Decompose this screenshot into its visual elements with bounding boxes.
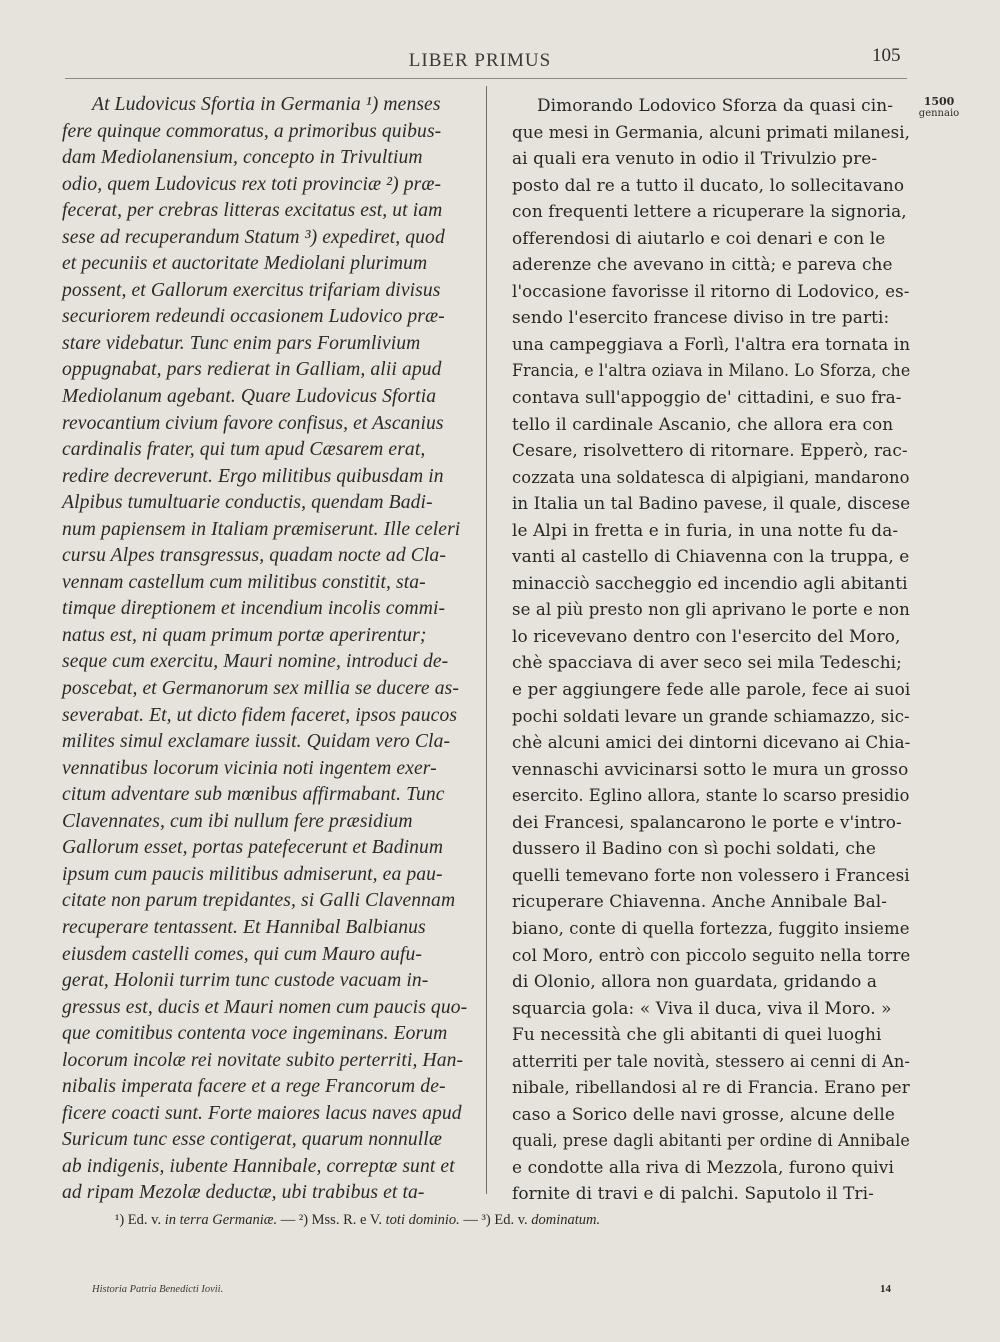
- latin-text-line: Gallorum esset, portas patefecerunt et Badinum: [62, 837, 444, 859]
- italian-text-line: Cesare, risolvettero di ritornare. Epperò, rac-: [512, 440, 908, 461]
- page-number: 105: [872, 45, 901, 66]
- latin-text-line: odio, quem Ludovicus rex toti provinciæ ²) præ-: [62, 173, 442, 195]
- latin-text-line: citate non parum trepidantes, si Galli Clavennam: [62, 890, 456, 912]
- italian-text-line: Francia, e l'altra oziava in Milano. Lo Sforza, che: [512, 360, 911, 381]
- italian-text-column: [512, 92, 910, 1207]
- latin-text-line: poscebat, et Germanorum sex millia se ducere as-: [62, 678, 459, 700]
- latin-text-line: natus est, ni quam primum portæ aperirentur;: [62, 624, 427, 646]
- italian-text-line: caso a Sorico delle navi grosse, alcune delle: [512, 1103, 895, 1124]
- signature-mark: 14: [880, 1283, 891, 1295]
- imprint-line: Historia Patria Benedicti Iovii.: [92, 1284, 224, 1295]
- italian-text-line: in Italia un tal Badino pavese, il quale, discese: [512, 493, 911, 514]
- latin-text-line: Clavennates, cum ibi nullum fere præsidium: [62, 810, 413, 832]
- italian-text-line: vanti al castello di Chiavenna con la truppa, e: [512, 546, 910, 567]
- latin-text-line: Suricum tunc esse contigerat, quarum nonnullæ: [62, 1129, 443, 1151]
- italian-text-line: ai quali era venuto in odio il Trivulzio pre-: [512, 148, 878, 169]
- latin-text-line: gerat, Holonii turrim tunc custode vacuam in-: [62, 970, 429, 992]
- footnote-separator: —: [277, 1212, 299, 1228]
- latin-text-line: Alpibus tumultuarie conductis, quendam Badi-: [62, 492, 433, 514]
- latin-text-line: seque cum exercitu, Mauri nomine, introduci de-: [62, 651, 449, 673]
- italian-text-line: quali, prese dagli abitanti per ordine di Annibale: [512, 1130, 910, 1151]
- italian-text-line: Dimorando Lodovico Sforza da quasi cin-: [537, 95, 894, 115]
- latin-text-line: locorum incolæ rei novitate subito perterriti, Han-: [62, 1049, 464, 1071]
- column-divider: [486, 86, 487, 1194]
- latin-text-line: que comitibus contenta voce ingeminans. Eorum: [62, 1023, 448, 1045]
- latin-text-line: fecerat, per crebras litteras excitatus est, ut iam: [62, 200, 443, 222]
- italian-text-line: ricuperare Chiavenna. Anche Annibale Bal-: [512, 891, 888, 912]
- italian-text-line: biano, conte di quella fortezza, fuggito insieme: [512, 917, 910, 938]
- latin-text-column: [62, 92, 472, 1207]
- italian-text-line: Fu necessità che gli abitanti di quei luoghi: [512, 1024, 882, 1045]
- latin-text-line: nibalis imperata facere et a rege Francorum de-: [62, 1076, 446, 1098]
- latin-text-line: recuperare tentassent. Et Hannibal Balbianus: [62, 916, 426, 938]
- latin-text-line: dam Mediolanensium, concepto in Trivultium: [62, 147, 423, 169]
- italian-text-line: e condotte alla riva di Mezzola, furono quivi: [512, 1156, 894, 1177]
- italian-text-line: cozzata una soldatesca di alpigiani, mandarono: [512, 466, 910, 487]
- latin-text-line: vennam castellum cum militibus constitit, sta-: [62, 571, 426, 593]
- latin-text-line: ad ripam Mezolæ deductæ, ubi trabibus et ta-: [62, 1182, 425, 1204]
- italian-text-line: contava sull'appoggio de' cittadini, e suo fra-: [512, 387, 902, 408]
- italian-text-line: le Alpi in fretta e in furia, in una notte fu da-: [512, 519, 899, 540]
- footnote-2-mark: ²) Mss. R. e V.: [298, 1212, 383, 1228]
- header-rule: [65, 78, 907, 79]
- italian-text-line: l'occasione favorisse il ritorno di Lodovico, es-: [512, 280, 910, 301]
- latin-text-line: et pecuniis et auctoritate Mediolani plurimum: [62, 253, 428, 275]
- latin-text-line: gressus est, ducis et Mauri nomen cum paucis quo-: [62, 996, 468, 1018]
- italian-text-line: esercito. Eglino allora, stante lo scarso presidio: [512, 785, 910, 806]
- italian-text-line: dussero il Badino con sì pochi soldati, che: [512, 838, 877, 859]
- latin-text-line: Mediolanum agebant. Quare Ludovicus Sfortia: [62, 386, 437, 408]
- italian-text-line: fornite di travi e di palchi. Saputolo il Tri-: [512, 1183, 874, 1204]
- italian-text-line: pochi soldati levare un grande schiamazzo, sic-: [512, 705, 910, 726]
- latin-text-line: securiorem redeundi occasionem Ludovico præ-: [62, 306, 445, 328]
- italian-text-line: di Olonio, allora non guardata, gridando a: [512, 971, 878, 992]
- footnote-3-mark: ³) Ed. v.: [481, 1212, 528, 1228]
- footnote-1-text: in terra Germaniæ.: [164, 1212, 278, 1228]
- italian-text-line: sendo l'esercito francese diviso in tre parti:: [512, 307, 890, 328]
- italian-text-line: squarcia gola: « Viva il duca, viva il Moro. »: [512, 997, 892, 1018]
- footnote-1-mark: ¹) Ed. v.: [115, 1212, 162, 1228]
- footnote-separator: —: [459, 1212, 482, 1228]
- latin-text-line: timque direptionem et incendium incolis commi-: [62, 598, 446, 620]
- italian-text-line: aderenze che avevano in città; e pareva che: [512, 254, 893, 275]
- italian-text-line: col Moro, entrò con piccolo seguito nella torre: [512, 944, 911, 965]
- footnotes: [115, 1212, 815, 1229]
- italian-text-line: chè alcuni amici dei dintorni dicevano ai Chia-: [512, 732, 911, 753]
- latin-text-line: stare videbatur. Tunc enim pars Forumlivium: [62, 332, 421, 354]
- latin-text-line: cardinalis frater, qui tum apud Cæsarem erat,: [62, 439, 426, 461]
- italian-text-line: posto dal re a tutto il ducato, lo sollecitavano: [512, 174, 905, 195]
- latin-text-line: milites simul exclamare iussit. Quidam vero Cla-: [62, 731, 451, 753]
- italian-text-line: vennaschi avvicinarsi sotto le mura un grosso: [512, 758, 909, 779]
- latin-text-line: revocantium civium favore confisus, et Ascanius: [62, 412, 444, 434]
- latin-text-line: sese ad recuperandum Statum ³) expediret, quod: [62, 226, 445, 248]
- margin-year: 1500: [923, 95, 955, 108]
- latin-text-line: num papiensem in Italiam præmiserunt. Ille celeri: [62, 518, 461, 540]
- latin-text-line: citum adventare sub mœnibus affirmabant. Tunc: [62, 784, 445, 806]
- latin-text-line: eiusdem castelli comes, qui cum Mauro aufu-: [62, 943, 423, 965]
- italian-text-line: minacciò saccheggio ed incendio agli abitanti: [512, 572, 908, 593]
- italian-text-line: chè spacciava di aver seco sei mila Tedeschi;: [512, 652, 902, 673]
- latin-text-line: possent, et Gallorum exercitus trifariam divisus: [62, 279, 441, 301]
- italian-text-line: con frequenti lettere a ricuperare la signoria,: [512, 201, 907, 222]
- latin-text-line: At Ludovicus Sfortia in Germania ¹) menses: [92, 94, 441, 115]
- latin-text-line: ipsum cum paucis militibus admiserunt, ea pau-: [62, 863, 443, 885]
- italian-text-line: que mesi in Germania, alcuni primati milanesi,: [512, 121, 910, 142]
- footnote-3-text: dominatum.: [531, 1212, 601, 1228]
- margin-month: gennaio: [918, 108, 960, 119]
- italian-text-line: dei Francesi, spalancarono le porte e v'intro-: [512, 811, 902, 832]
- italian-text-line: e per aggiungere fede alle parole, fece ai suoi: [512, 679, 911, 700]
- italian-text-line: offerendosi di aiutarlo e coi denari e con le: [512, 227, 886, 248]
- italian-text-line: tello il cardinale Ascanio, che allora era con: [512, 413, 894, 434]
- margin-date-note: [914, 96, 964, 120]
- latin-text-line: fere quinque commoratus, a primoribus quibus-: [62, 120, 442, 142]
- italian-text-line: una campeggiava a Forlì, l'altra era tornata in: [512, 333, 911, 354]
- latin-text-line: redire decreverunt. Ergo militibus quibusdam in: [62, 465, 444, 487]
- footnote-2-text: toti dominio.: [385, 1212, 460, 1228]
- latin-text-line: vennatibus locorum vicinia noti ingentem exer-: [62, 757, 437, 779]
- italian-text-line: se al più presto non gli aprivano le porte e non: [512, 599, 910, 620]
- latin-text-line: ficere coacti sunt. Forte maiores lacus naves apud: [62, 1102, 462, 1124]
- latin-text-line: oppugnabat, pars redierat in Galliam, alii apud: [62, 359, 442, 381]
- latin-text-line: ab indigenis, iubente Hannibale, correptæ sunt et: [62, 1155, 455, 1177]
- italian-text-line: atterriti per tale novità, stessero ai cenni di An-: [512, 1050, 911, 1071]
- italian-text-line: lo ricevevano dentro con l'esercito del Moro,: [512, 625, 901, 646]
- running-title: LIBER PRIMUS: [408, 50, 552, 71]
- latin-text-line: cursu Alpes transgressus, quadam nocte ad Cla-: [62, 545, 446, 567]
- italian-text-line: quelli temevano forte non volessero i Francesi: [512, 864, 910, 885]
- italian-text-line: nibale, ribellandosi al re di Francia. Erano per: [512, 1077, 910, 1098]
- latin-text-line: severabat. Et, ut dicto fidem faceret, ipsos paucos: [62, 704, 458, 726]
